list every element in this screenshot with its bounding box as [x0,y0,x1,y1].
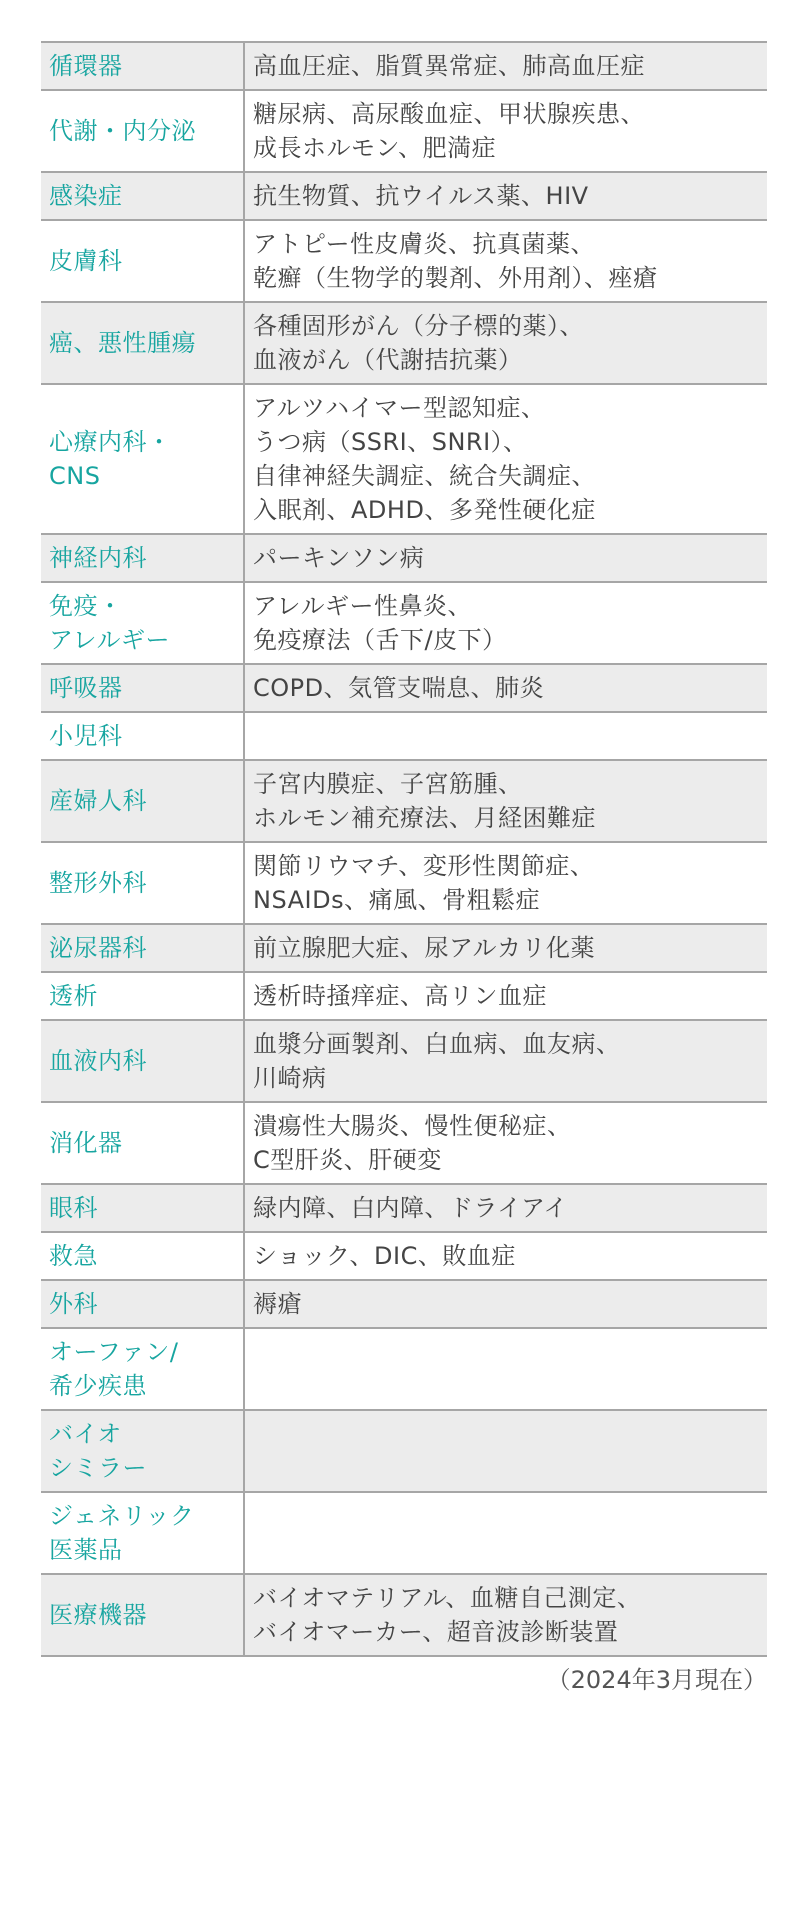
therapeutic-area-label: 救急 [41,1232,244,1280]
therapeutic-areas-table [41,41,767,1657]
product-category-list: アルツハイマー型認知症、 うつ病（SSRI、SNRI）、 自律神経失調症、統合失調症、 入眠剤、ADHD、多発性硬化症 [253,394,596,524]
product-category-list [244,1492,767,1574]
as-of-date-note: （2024年3月現在） [546,1666,767,1694]
product-category-list: 関節リウマチ、変形性関節症、 NSAIDs、痛風、骨粗鬆症 [253,852,595,914]
product-category-list: 透析時掻痒症、高リン血症 [253,982,547,1010]
table-body [41,42,767,1656]
table-row [41,582,767,664]
product-category-list: 子宮内膜症、子宮筋腫、 ホルモン補充療法、月経困難症 [253,770,596,832]
table-row [41,664,767,712]
product-category-list: COPD、気管支喘息、肺炎 [253,674,545,702]
table-row [41,1020,767,1102]
product-category-list: バイオマテリアル、血糖自己測定、 バイオマーカー、超音波診断装置 [253,1584,642,1646]
therapeutic-area-label: 産婦人科 [41,760,244,842]
product-category-list: 血漿分画製剤、白血病、血友病、 川崎病 [253,1030,621,1092]
table-row [41,302,767,384]
therapeutic-area-label: 外科 [41,1280,244,1328]
product-category-list: 抗生物質、抗ウイルス薬、HIV [253,182,589,210]
table-row [41,90,767,172]
therapeutic-area-label: 泌尿器科 [41,924,244,972]
therapeutic-area-label: 代謝・内分泌 [41,90,244,172]
therapeutic-area-label: 医療機器 [41,1574,244,1656]
therapeutic-area-label: オーファン/ 希少疾患 [41,1328,244,1410]
product-category-list: アレルギー性鼻炎、 免疫療法（舌下/皮下） [253,592,507,654]
table-row [41,220,767,302]
therapeutic-area-label: 神経内科 [41,534,244,582]
product-category-list: 前立腺肥大症、尿アルカリ化薬 [253,934,596,962]
table-row [41,1410,767,1492]
therapeutic-area-label: 心療内科・ CNS [41,384,244,534]
product-category-list: パーキンソン病 [253,544,425,572]
therapeutic-area-label: 癌、悪性腫瘍 [41,302,244,384]
therapeutic-area-label: 整形外科 [41,842,244,924]
therapeutic-area-label: 小児科 [41,712,244,760]
table-row [41,534,767,582]
therapeutic-area-label: 消化器 [41,1102,244,1184]
table-row [41,1574,767,1656]
product-category-list: 緑内障、白内障、ドライアイ [253,1194,568,1222]
table-row [41,172,767,220]
product-category-list: 高血圧症、脂質異常症、肺高血圧症 [253,52,645,80]
product-category-list: アトピー性皮膚炎、抗真菌薬、 乾癬（生物学的製剤、外用剤）、痤瘡 [253,230,658,292]
product-category-list: 潰瘍性大腸炎、慢性便秘症、 C型肝炎、肝硬変 [253,1112,572,1174]
therapeutic-area-label: ジェネリック 医薬品 [41,1492,244,1574]
table-row [41,384,767,534]
therapeutic-area-label: 皮膚科 [41,220,244,302]
product-category-list: ショック、DIC、敗血症 [253,1242,516,1270]
therapeutic-area-label: 呼吸器 [41,664,244,712]
therapeutic-area-label: 循環器 [41,42,244,90]
product-category-list [244,1328,767,1410]
table-row [41,760,767,842]
table-row [41,972,767,1020]
therapeutic-area-label: 透析 [41,972,244,1020]
table-row [41,712,767,760]
table-row [41,1184,767,1232]
table-row [41,924,767,972]
table-row [41,842,767,924]
therapeutic-area-label: 感染症 [41,172,244,220]
therapeutic-area-label: 血液内科 [41,1020,244,1102]
product-category-list [244,712,767,760]
therapeutic-area-label: 眼科 [41,1184,244,1232]
table-row [41,1232,767,1280]
product-category-list: 褥瘡 [253,1290,302,1318]
therapeutic-areas-sheet [41,41,767,1697]
table-row [41,1280,767,1328]
therapeutic-area-label: バイオ シミラー [41,1410,244,1492]
product-category-list [244,1410,767,1492]
product-category-list: 糖尿病、高尿酸血症、甲状腺疾患、 成長ホルモン、肥満症 [253,100,645,162]
table-row [41,1328,767,1410]
therapeutic-area-label: 免疫・ アレルギー [41,582,244,664]
table-row [41,1492,767,1574]
table-row [41,1102,767,1184]
product-category-list: 各種固形がん（分子標的薬）、 血液がん（代謝拮抗薬） [253,312,584,374]
table-row [41,42,767,90]
